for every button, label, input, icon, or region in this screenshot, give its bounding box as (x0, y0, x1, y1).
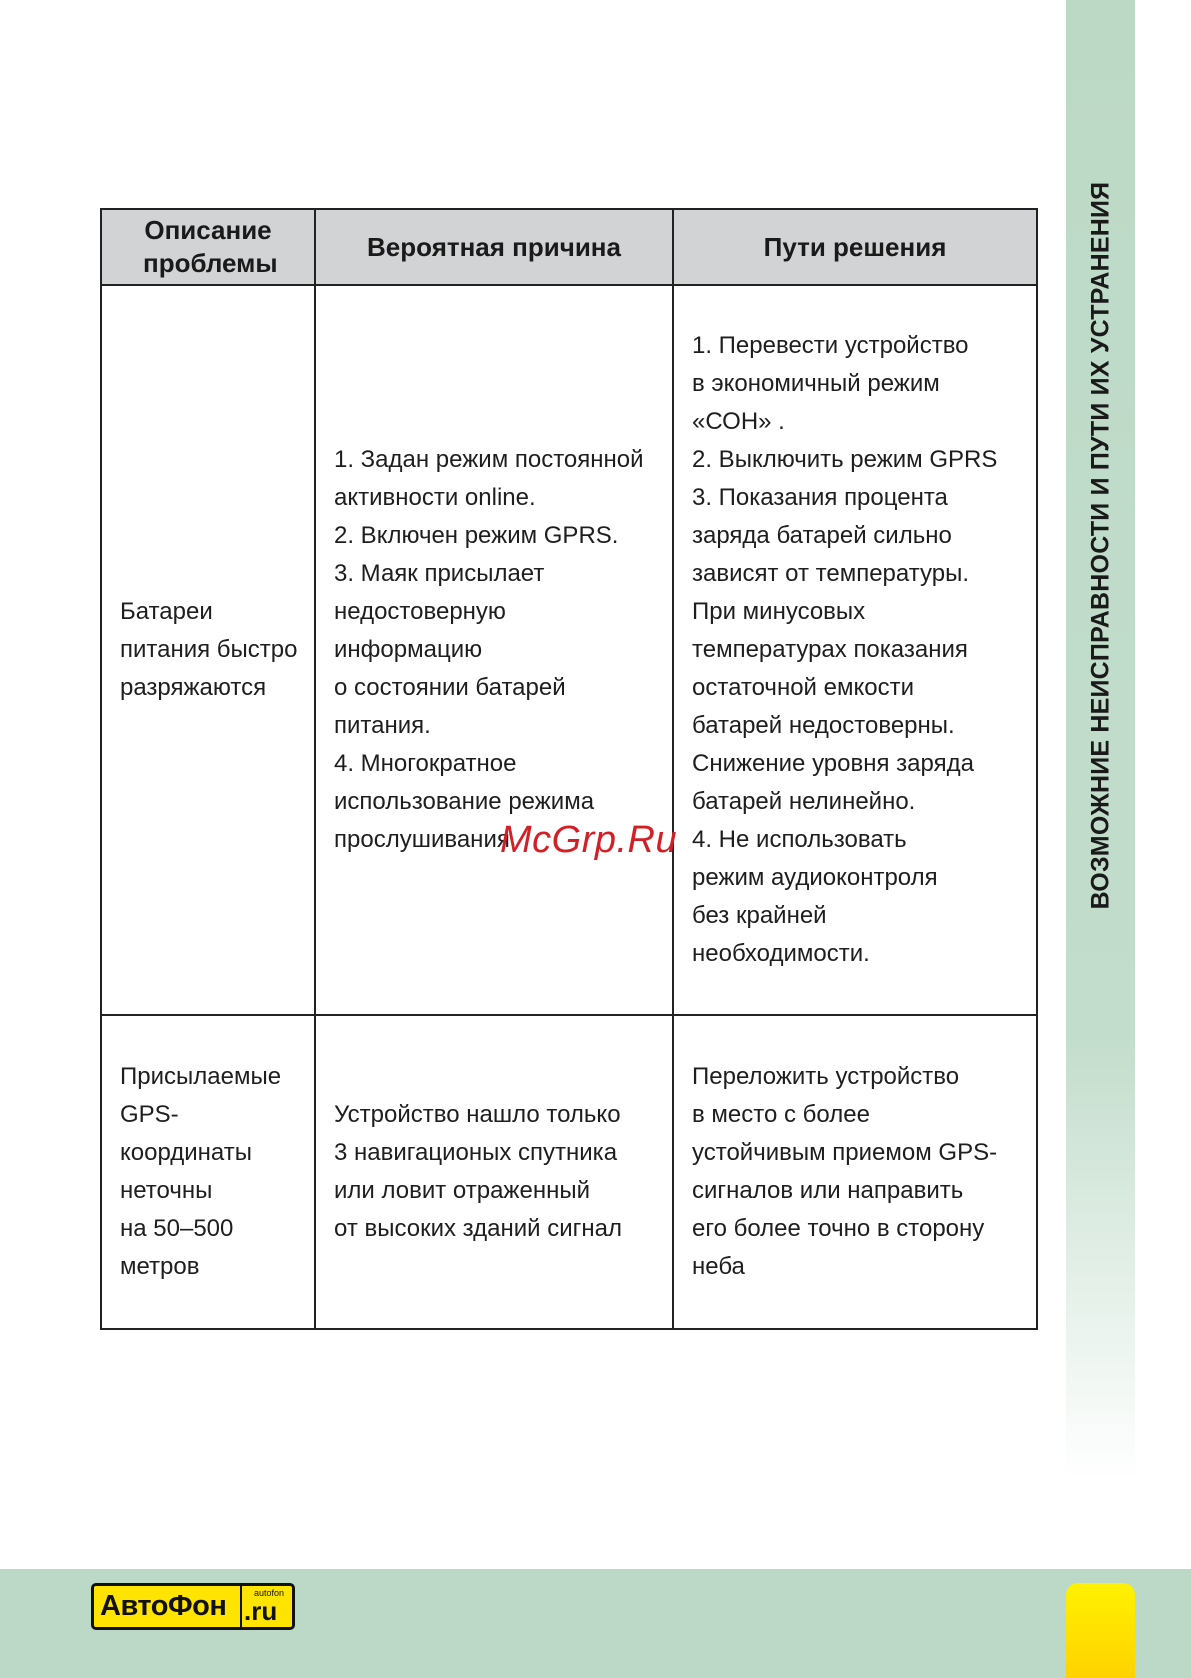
solution-line: Переложить устройство (692, 1063, 960, 1090)
solution-line: 1. Перевести устройство (692, 332, 969, 359)
problem-line: Присылаемые (120, 1063, 282, 1090)
problem-line: координаты (120, 1139, 252, 1166)
header-cause: Вероятная причина (315, 209, 673, 285)
cause-line: от высоких зданий сигнал (334, 1215, 622, 1242)
problem-line: питания быстро (120, 636, 298, 663)
table-row (101, 1015, 1037, 1329)
problem-line: неточны (120, 1177, 213, 1204)
cause-line: использование режима (334, 788, 595, 815)
cause-line: прослушивания. (334, 826, 517, 853)
cause-line: 3 навигационых спутника (334, 1139, 618, 1166)
solution-line: зависят от температуры. (692, 560, 969, 587)
solution-line: «СОН» . (692, 408, 785, 435)
cause-line: 4. Многократное (334, 750, 517, 777)
solution-line: заряда батарей сильно (692, 522, 952, 549)
watermark: McGrp.Ru (500, 819, 678, 861)
problem-line: на 50–500 (120, 1215, 234, 1242)
solution-line: 3. Показания процента (692, 484, 948, 511)
section-title-text: ВОЗМОЖНИЕ НЕИСПРАВНОСТИ И ПУТИ ИХ УСТРАНЕНИЯ (1086, 181, 1115, 909)
page-corner-tab (1066, 1583, 1135, 1678)
solution-line: в место с более (692, 1101, 870, 1128)
table-header-row (101, 209, 1037, 285)
logo-main-text: АвтоФон (100, 1590, 227, 1622)
header-problem: Описание проблемы (101, 209, 315, 285)
solution-line: 2. Выключить режим GPRS (692, 446, 998, 473)
autofon-logo (91, 1583, 295, 1630)
solution-line: режим аудиоконтроля (692, 864, 938, 891)
cell-problem (101, 285, 315, 1015)
solution-line: остаточной емкости (692, 674, 914, 701)
cause-line: информацию (334, 636, 483, 663)
solution-line: батарей нелинейно. (692, 788, 916, 815)
solution-line: его более точно в сторону (692, 1215, 985, 1242)
header-solution: Пути решения (673, 209, 1037, 285)
solution-line: неба (692, 1253, 745, 1280)
solution-line: устойчивым приемом GPS- (692, 1139, 998, 1166)
cause-line: 3. Маяк присылает (334, 560, 545, 587)
cell-cause (315, 1015, 673, 1329)
cause-line: 1. Задан режим постоянной (334, 446, 644, 473)
solution-line: необходимости. (692, 940, 870, 967)
cell-solution (673, 285, 1037, 1015)
cause-line: Устройство нашло только (334, 1101, 621, 1128)
problem-line: GPS- (120, 1101, 179, 1128)
cause-line: активности online. (334, 484, 536, 511)
solution-line: сигналов или направить (692, 1177, 964, 1204)
table-row (101, 285, 1037, 1015)
solution-line: 4. Не использовать (692, 826, 907, 853)
logo-domain (242, 1586, 292, 1627)
logo-ru-text: .ru (244, 1596, 278, 1626)
problem-line: метров (120, 1253, 200, 1280)
cell-problem (101, 1015, 315, 1329)
cell-solution (673, 1015, 1037, 1329)
troubleshooting-table (100, 208, 1038, 1330)
solution-line: При минусовых (692, 598, 866, 625)
problem-line: разряжаются (120, 674, 267, 701)
section-side-title (1066, 135, 1135, 955)
cause-line: 2. Включен режим GPRS. (334, 522, 619, 549)
solution-line: в экономичный режим (692, 370, 940, 397)
cause-line: питания. (334, 712, 431, 739)
cause-line: или ловит отраженный (334, 1177, 590, 1204)
solution-line: Снижение уровня заряда (692, 750, 974, 777)
cause-line: недостоверную (334, 598, 506, 625)
problem-line: Батареи (120, 598, 213, 625)
solution-line: батарей недостоверны. (692, 712, 955, 739)
cell-cause (315, 285, 673, 1015)
cause-line: о состоянии батарей (334, 674, 566, 701)
solution-line: температурах показания (692, 636, 968, 663)
logo-small-text: autofon (253, 1588, 284, 1598)
solution-line: без крайней (692, 902, 827, 929)
